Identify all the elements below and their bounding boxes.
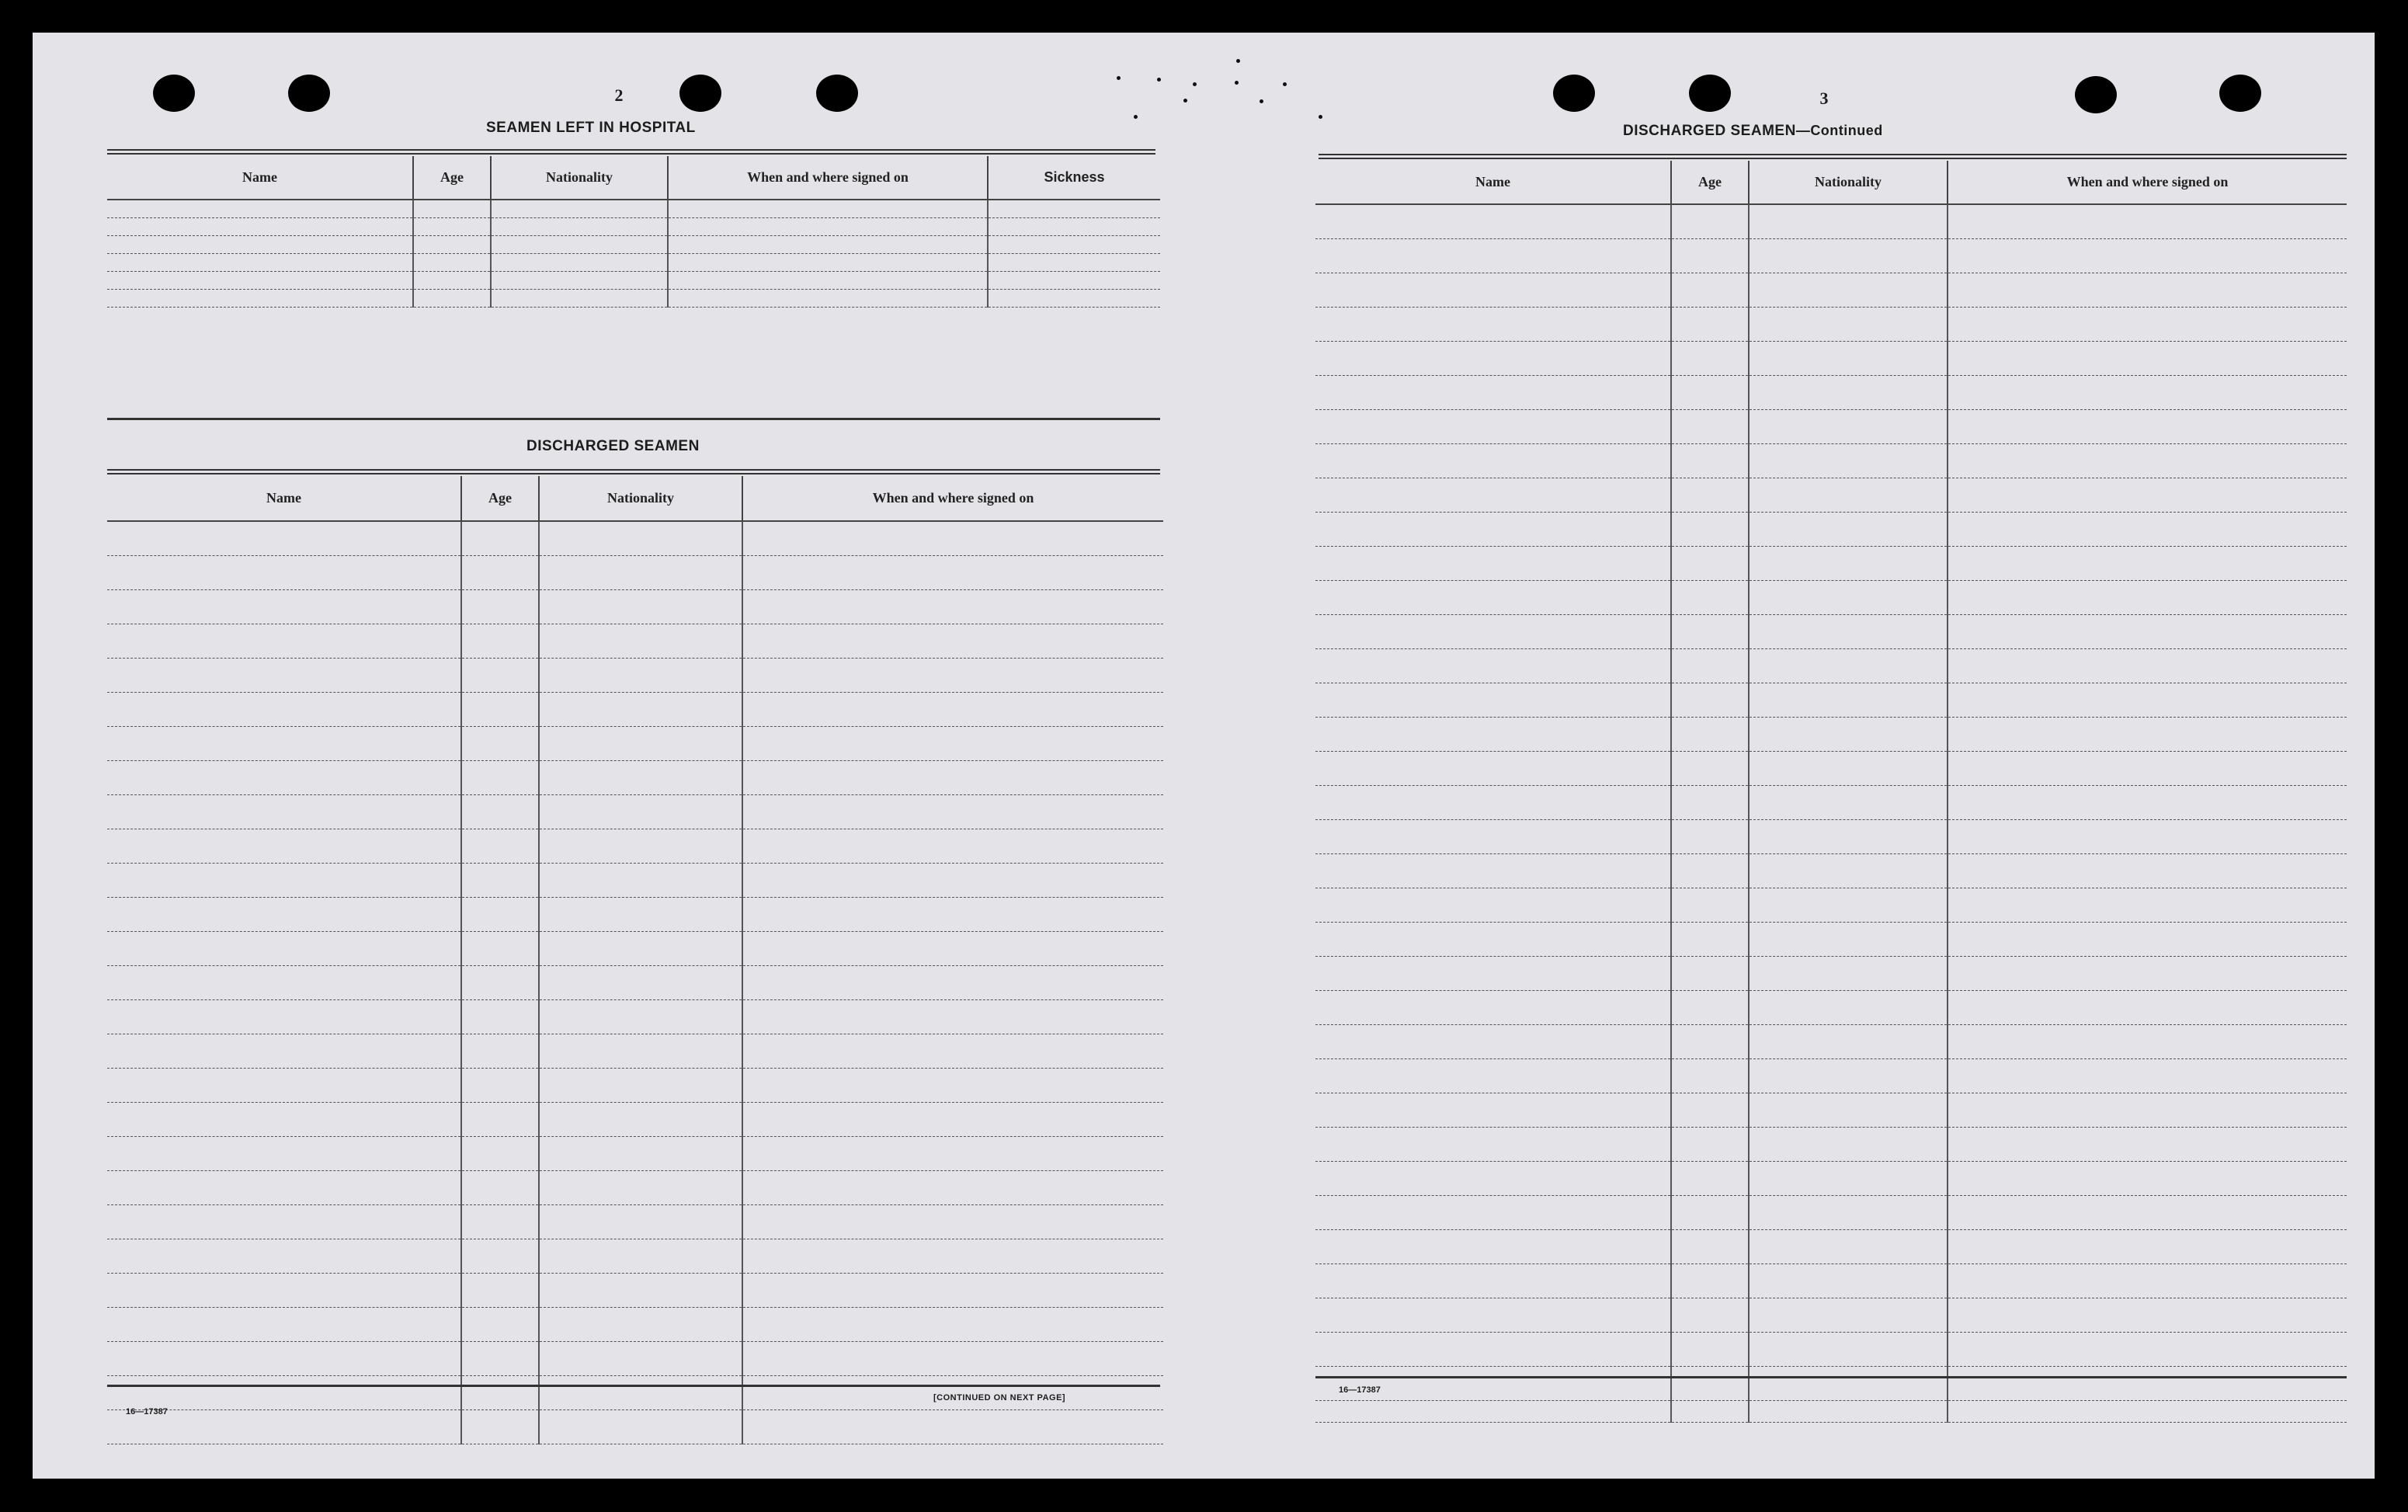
table-row[interactable] (1315, 751, 2347, 785)
table-row[interactable] (107, 1068, 1163, 1102)
speck (1236, 59, 1240, 63)
table-row[interactable] (107, 289, 1160, 307)
page-number: 3 (1819, 89, 1829, 108)
table-row[interactable] (107, 692, 1163, 726)
table-row[interactable] (107, 1409, 1163, 1444)
punch-hole (679, 75, 721, 112)
table-row[interactable] (1315, 409, 2347, 443)
column-header-signed-on: When and where signed on (1948, 161, 2347, 204)
table-row[interactable] (107, 1307, 1163, 1341)
table-row[interactable] (107, 271, 1160, 289)
table-row[interactable] (1315, 922, 2347, 956)
column-header-age: Age (413, 156, 491, 200)
table-row[interactable] (107, 1375, 1163, 1409)
table-row[interactable] (107, 589, 1163, 624)
column-header-nationality: Nationality (539, 476, 742, 521)
table-top-rule (107, 469, 1160, 474)
table-row[interactable] (1315, 785, 2347, 819)
table-row[interactable] (107, 217, 1160, 235)
punch-hole (816, 75, 858, 112)
table-row[interactable] (107, 1341, 1163, 1375)
section-rule (107, 418, 1160, 420)
section-title-main: DISCHARGED SEAMEN (1623, 123, 1796, 139)
discharged-table (107, 476, 1163, 1444)
table-row[interactable] (1315, 512, 2347, 546)
table-row[interactable] (1315, 717, 2347, 751)
table-row[interactable] (1315, 990, 2347, 1024)
page-number: 2 (614, 85, 624, 105)
column-header-age: Age (461, 476, 539, 521)
table-row[interactable] (107, 658, 1163, 692)
punch-hole (2219, 75, 2261, 112)
table-row[interactable] (1315, 273, 2347, 307)
table-row[interactable] (1315, 443, 2347, 478)
table-row[interactable] (1315, 1263, 2347, 1298)
punch-hole (1689, 75, 1731, 112)
column-header-signed-on: When and where signed on (742, 476, 1163, 521)
form-sheet (33, 33, 2375, 1479)
table-row[interactable] (107, 555, 1163, 589)
table-row[interactable] (107, 1273, 1163, 1307)
hospital-section-title: SEAMEN LEFT IN HOSPITAL (486, 120, 696, 136)
discharged-continued-table (1315, 161, 2347, 1423)
speck (1319, 115, 1322, 119)
discharged-continued-title (1623, 123, 1883, 140)
speck (1183, 99, 1187, 103)
punch-hole (1553, 75, 1595, 112)
form-number: 16—17387 (126, 1407, 168, 1416)
discharged-section-title: DISCHARGED SEAMEN (526, 438, 700, 454)
table-row[interactable] (1315, 614, 2347, 648)
table-row[interactable] (107, 794, 1163, 829)
form-number: 16—17387 (1339, 1385, 1381, 1395)
table-row[interactable] (107, 760, 1163, 794)
table-row[interactable] (107, 863, 1163, 897)
table-top-rule (107, 149, 1155, 155)
table-row[interactable] (107, 931, 1163, 965)
table-row[interactable] (1315, 546, 2347, 580)
table-row[interactable] (1315, 204, 2347, 238)
table-row[interactable] (107, 1136, 1163, 1170)
table-row[interactable] (1315, 888, 2347, 922)
table-row[interactable] (107, 624, 1163, 658)
speck (1235, 81, 1239, 85)
speck (1283, 82, 1287, 86)
column-header-nationality: Nationality (491, 156, 668, 200)
table-row[interactable] (1315, 648, 2347, 683)
column-header-sickness: Sickness (988, 156, 1160, 200)
speck (1157, 78, 1161, 82)
hospital-table (107, 156, 1160, 308)
table-row[interactable] (107, 253, 1160, 271)
column-header-name: Name (107, 156, 413, 200)
table-row[interactable] (1315, 375, 2347, 409)
table-row[interactable] (1315, 1195, 2347, 1229)
continued-note: [CONTINUED ON NEXT PAGE] (933, 1393, 1066, 1403)
column-header-age: Age (1671, 161, 1749, 204)
speck (1117, 76, 1121, 80)
punch-hole (288, 75, 330, 112)
table-row[interactable] (107, 1102, 1163, 1136)
punch-hole (153, 75, 195, 112)
column-header-nationality: Nationality (1749, 161, 1948, 204)
speck (1193, 82, 1197, 86)
table-row[interactable] (1315, 1400, 2347, 1422)
table-row[interactable] (1315, 1298, 2347, 1332)
column-header-name: Name (107, 476, 461, 521)
table-bottom-rule (107, 1385, 1160, 1387)
table-row[interactable] (1315, 580, 2347, 614)
table-row[interactable] (1315, 341, 2347, 375)
table-row[interactable] (1315, 683, 2347, 717)
table-row[interactable] (1315, 1161, 2347, 1195)
speck (1260, 99, 1263, 103)
table-row[interactable] (107, 829, 1163, 863)
table-row[interactable] (1315, 1229, 2347, 1263)
speck (1134, 115, 1138, 119)
table-row[interactable] (107, 965, 1163, 999)
table-row[interactable] (107, 521, 1163, 555)
table-row[interactable] (1315, 307, 2347, 341)
table-top-rule (1319, 154, 2347, 159)
table-row[interactable] (107, 897, 1163, 931)
table-row[interactable] (1315, 819, 2347, 853)
table-row[interactable] (1315, 1058, 2347, 1093)
table-row[interactable] (107, 235, 1160, 253)
table-row[interactable] (1315, 1127, 2347, 1161)
table-row[interactable] (107, 1170, 1163, 1204)
table-row[interactable] (1315, 1093, 2347, 1127)
table-row[interactable] (1315, 1366, 2347, 1400)
table-row[interactable] (107, 1239, 1163, 1273)
column-header-name: Name (1315, 161, 1671, 204)
table-row[interactable] (107, 200, 1160, 217)
table-row[interactable] (107, 1204, 1163, 1239)
punch-hole (2075, 76, 2117, 113)
section-title-suffix: —Continued (1795, 123, 1883, 138)
table-row[interactable] (1315, 478, 2347, 512)
table-row[interactable] (1315, 956, 2347, 990)
table-row[interactable] (107, 1034, 1163, 1068)
table-bottom-rule (1315, 1376, 2347, 1378)
table-row[interactable] (107, 726, 1163, 760)
table-row[interactable] (1315, 238, 2347, 273)
table-row[interactable] (107, 999, 1163, 1034)
table-row[interactable] (1315, 1024, 2347, 1058)
table-row[interactable] (1315, 853, 2347, 888)
table-row[interactable] (1315, 1332, 2347, 1366)
column-header-signed-on: When and where signed on (668, 156, 988, 200)
